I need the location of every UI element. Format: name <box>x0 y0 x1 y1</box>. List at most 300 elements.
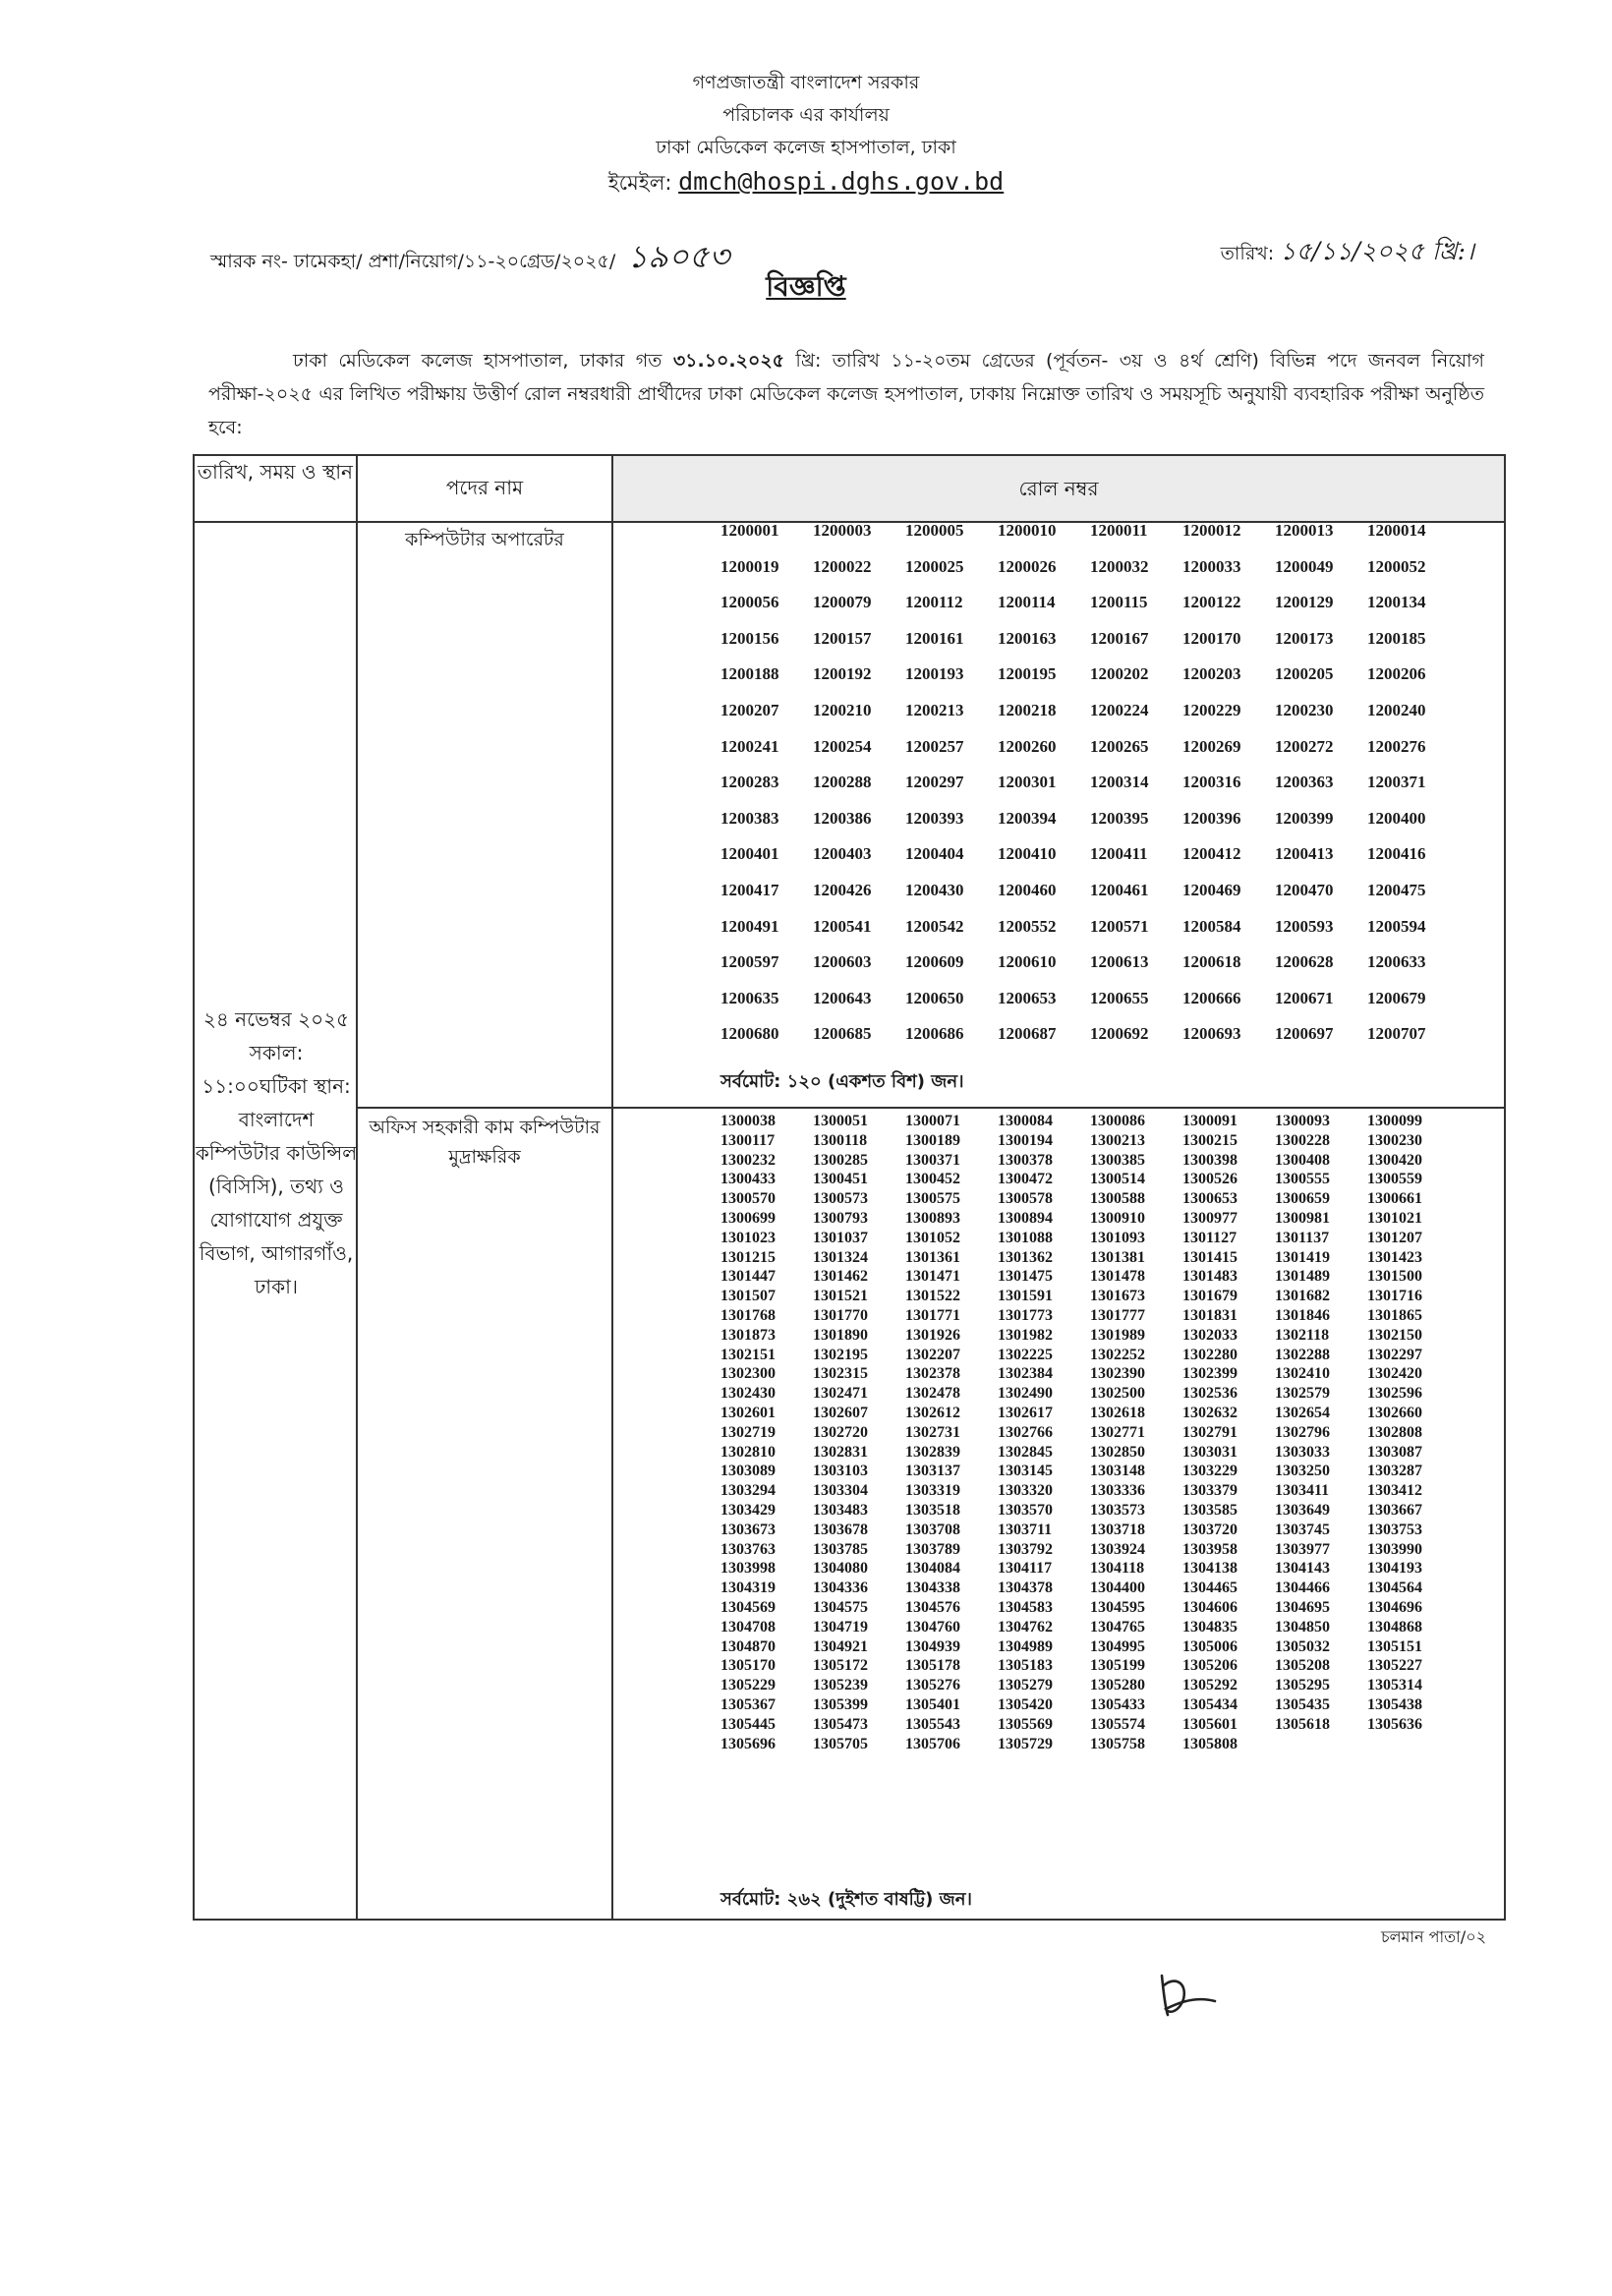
roll-number: 1200597 <box>720 952 779 972</box>
roll-number: 1302601 <box>720 1404 776 1421</box>
roll-number: 1301890 <box>813 1326 868 1344</box>
roll-number: 1300215 <box>1182 1131 1238 1149</box>
roll-number: 1302151 <box>720 1346 776 1363</box>
roll-number: 1305696 <box>720 1735 776 1752</box>
roll-number: 1200012 <box>1182 521 1241 540</box>
roll-number: 1200396 <box>1182 808 1241 828</box>
roll-number: 1303990 <box>1367 1540 1422 1558</box>
roll-number: 1302195 <box>813 1346 868 1363</box>
header-post-name: পদের নাম <box>445 476 524 499</box>
roll-number: 1303785 <box>813 1540 868 1558</box>
office-assistant-roll-list <box>720 1113 1460 1754</box>
roll-number: 1303320 <box>998 1482 1053 1500</box>
roll-number: 1200156 <box>720 628 779 648</box>
roll-number: 1300071 <box>905 1113 960 1129</box>
roll-number: 1200056 <box>720 593 779 612</box>
roll-number: 1200412 <box>1182 844 1241 864</box>
roll-number: 1303763 <box>720 1540 776 1558</box>
roll-number: 1200129 <box>1275 593 1334 612</box>
roll-number: 1200386 <box>813 808 872 828</box>
post-office-assistant: অফিস সহকারী কাম কম্পিউটার মুদ্রাক্ষরিক <box>369 1117 601 1168</box>
roll-number: 1301137 <box>1275 1229 1330 1246</box>
roll-number: 1305170 <box>720 1657 776 1675</box>
roll-number: 1301507 <box>720 1288 776 1305</box>
email-label: ইমেইল: <box>607 171 672 195</box>
roll-number: 1300570 <box>720 1190 776 1208</box>
roll-number: 1301037 <box>813 1229 868 1246</box>
roll-number: 1200491 <box>720 916 779 936</box>
roll-number: 1301773 <box>998 1306 1053 1324</box>
roll-number: 1300084 <box>998 1113 1053 1129</box>
roll-number: 1300420 <box>1367 1151 1422 1169</box>
roll-number: 1302766 <box>998 1423 1053 1441</box>
roll-number: 1301982 <box>998 1326 1053 1344</box>
memo-handwritten-number: ১৯০৫৩ <box>627 238 730 275</box>
roll-number: 1200404 <box>905 844 964 864</box>
roll-number: 1305006 <box>1182 1637 1238 1655</box>
roll-number: 1302796 <box>1275 1423 1330 1441</box>
roll-number: 1200460 <box>998 880 1057 899</box>
roll-number: 1305292 <box>1182 1677 1238 1694</box>
hospital-name: ঢাকা মেডিকেল কলেজ হাসপাতাল, ঢাকা <box>656 137 956 158</box>
govt-name: গণপ্রজাতন্ত্রী বাংলাদেশ সরকার <box>692 72 920 93</box>
roll-number: 1200170 <box>1182 628 1241 648</box>
roll-number: 1300385 <box>1090 1151 1145 1169</box>
roll-number: 1303031 <box>1182 1443 1238 1461</box>
roll-number: 1301471 <box>905 1268 960 1286</box>
roll-number: 1304138 <box>1182 1560 1238 1578</box>
roll-number: 1302300 <box>720 1365 776 1383</box>
roll-number: 1200680 <box>720 1024 779 1044</box>
roll-number: 1200643 <box>813 988 872 1007</box>
roll-number: 1304336 <box>813 1579 868 1597</box>
roll-number: 1303483 <box>813 1501 868 1519</box>
roll-number: 1304319 <box>720 1579 776 1597</box>
roll-number: 1200202 <box>1090 664 1149 684</box>
date-time-place-cell: ২৪ নভেম্বর ২০২৫ সকাল: ১১:০০ঘটিকা স্থান: বাংলাদেশ কম্পিউটার কাউন্সিল (বিসিসি), তথ্য ও যোগাযোগ প্রযুক্ত বিভাগ, আগারগাঁও, ঢাকা। <box>195 1007 358 1298</box>
roll-number: 1200609 <box>905 952 964 972</box>
roll-number: 1301989 <box>1090 1326 1145 1344</box>
roll-number: 1300977 <box>1182 1209 1238 1227</box>
roll-number: 1301447 <box>720 1268 776 1286</box>
roll-number: 1301021 <box>1367 1209 1422 1227</box>
roll-number: 1305636 <box>1367 1715 1422 1733</box>
roll-number: 1305434 <box>1182 1695 1238 1713</box>
roll-number: 1301682 <box>1275 1288 1330 1305</box>
roll-number: 1304870 <box>720 1637 776 1655</box>
roll-number: 1303711 <box>998 1521 1053 1538</box>
roll-number: 1200475 <box>1367 880 1426 899</box>
roll-number: 1301865 <box>1367 1306 1422 1324</box>
roll-number: 1300285 <box>813 1151 868 1169</box>
roll-number: 1200206 <box>1367 664 1426 684</box>
roll-number: 1301770 <box>813 1306 868 1324</box>
roll-number: 1200026 <box>998 556 1057 576</box>
roll-number: 1200195 <box>998 664 1057 684</box>
roll-number: 1200411 <box>1090 844 1148 864</box>
roll-number: 1305295 <box>1275 1677 1330 1694</box>
roll-number: 1300573 <box>813 1190 868 1208</box>
roll-number: 1302719 <box>720 1423 776 1441</box>
roll-number: 1305227 <box>1367 1657 1422 1675</box>
roll-number: 1302810 <box>720 1443 776 1461</box>
roll-number: 1300378 <box>998 1151 1053 1169</box>
roll-number: 1200403 <box>813 844 872 864</box>
roll-number: 1304583 <box>998 1598 1053 1616</box>
roll-number: 1300091 <box>1182 1113 1238 1129</box>
intro-part2: খ্রি: তারিখ ১১-২০তম গ্রেডের (পূর্বতন- ৩য় ও ৪র্থ শ্রেণি) বিভিন্ন পদে জনবল নিয়োগ পরীক্ষা-২০২৫ এর লিখিত পরীক্ষায় উত্তীর্ণ রোল নম্বরধারী প্রার্থীদের ঢাকা মেডিকেল কলেজ হসপাতাল, ঢাকায় নিম্নোক্ত তারিখ ও সময়সূচি অনুযায়ী ব্যবহারিক পরীক্ষা অনুষ্ঠিত হবে: <box>208 350 1485 438</box>
roll-number: 1200013 <box>1275 521 1334 540</box>
roll-number: 1305808 <box>1182 1735 1238 1752</box>
roll-number: 1200610 <box>998 952 1057 972</box>
roll-number: 1305032 <box>1275 1637 1330 1655</box>
roll-number: 1200218 <box>998 700 1057 719</box>
roll-number: 1301873 <box>720 1326 776 1344</box>
roll-number: 1300371 <box>905 1151 960 1169</box>
roll-number: 1200593 <box>1275 916 1334 936</box>
roll-number: 1200685 <box>813 1024 872 1044</box>
roll-number: 1200371 <box>1367 773 1426 792</box>
roll-number: 1305172 <box>813 1657 868 1675</box>
roll-number: 1303518 <box>905 1501 960 1519</box>
roll-number: 1301052 <box>905 1229 960 1246</box>
roll-number: 1200265 <box>1090 736 1149 756</box>
roll-number: 1302618 <box>1090 1404 1145 1421</box>
roll-number: 1300093 <box>1275 1113 1330 1129</box>
roll-number: 1302288 <box>1275 1346 1330 1363</box>
roll-number: 1304850 <box>1275 1618 1330 1636</box>
roll-number: 1301831 <box>1182 1306 1238 1324</box>
roll-number: 1200395 <box>1090 808 1149 828</box>
roll-number: 1200393 <box>905 808 964 828</box>
intro-paragraph <box>208 344 1484 444</box>
roll-number: 1300472 <box>998 1171 1053 1188</box>
roll-number: 1200283 <box>720 773 779 792</box>
roll-number: 1200633 <box>1367 952 1426 972</box>
roll-number: 1200207 <box>720 700 779 719</box>
roll-number: 1304575 <box>813 1598 868 1616</box>
roll-number: 1300099 <box>1367 1113 1422 1129</box>
roll-number: 1200316 <box>1182 773 1241 792</box>
roll-number: 1302612 <box>905 1404 960 1421</box>
roll-number: 1300981 <box>1275 1209 1330 1227</box>
roll-number: 1300230 <box>1367 1131 1422 1149</box>
roll-number: 1303718 <box>1090 1521 1145 1538</box>
roll-number: 1200257 <box>905 736 964 756</box>
email-link[interactable]: dmch@hospi.dghs.gov.bd <box>678 167 1005 196</box>
roll-number: 1200079 <box>813 593 872 612</box>
roll-number: 1304193 <box>1367 1560 1422 1578</box>
roll-number: 1302420 <box>1367 1365 1422 1383</box>
roll-number: 1303570 <box>998 1501 1053 1519</box>
roll-number: 1200603 <box>813 952 872 972</box>
roll-number: 1302033 <box>1182 1326 1238 1344</box>
roll-number: 1305280 <box>1090 1677 1145 1694</box>
computer-operator-roll-list <box>720 521 1460 1061</box>
roll-number: 1302791 <box>1182 1423 1238 1441</box>
roll-number: 1302378 <box>905 1365 960 1383</box>
roll-number: 1200552 <box>998 916 1057 936</box>
roll-number: 1200363 <box>1275 773 1334 792</box>
roll-number: 1301768 <box>720 1306 776 1324</box>
roll-number: 1200203 <box>1182 664 1241 684</box>
roll-number: 1303708 <box>905 1521 960 1538</box>
roll-number: 1301093 <box>1090 1229 1145 1246</box>
roll-number: 1200276 <box>1367 736 1426 756</box>
roll-number: 1200157 <box>813 628 872 648</box>
roll-number: 1200205 <box>1275 664 1334 684</box>
roll-number: 1302654 <box>1275 1404 1330 1421</box>
roll-number: 1200686 <box>905 1024 964 1044</box>
header-date-time-place: তারিখ, সময় ও স্থান <box>198 460 353 484</box>
roll-number: 1303429 <box>720 1501 776 1519</box>
roll-number: 1200413 <box>1275 844 1334 864</box>
roll-number: 1200052 <box>1367 556 1426 576</box>
email-line <box>0 164 1612 201</box>
roll-number: 1302490 <box>998 1385 1053 1403</box>
roll-number: 1200416 <box>1367 844 1426 864</box>
roll-number: 1200655 <box>1090 988 1149 1007</box>
roll-number: 1301475 <box>998 1268 1053 1286</box>
roll-number: 1303379 <box>1182 1482 1238 1500</box>
roll-number: 1304400 <box>1090 1579 1145 1597</box>
roll-number: 1300653 <box>1182 1190 1238 1208</box>
roll-number: 1301716 <box>1367 1288 1422 1305</box>
roll-number: 1300910 <box>1090 1209 1145 1227</box>
roll-number: 1304576 <box>905 1598 960 1616</box>
roll-number: 1304708 <box>720 1618 776 1636</box>
roll-number: 1300038 <box>720 1113 776 1129</box>
roll-number: 1300514 <box>1090 1171 1145 1188</box>
roll-number: 1303304 <box>813 1482 868 1500</box>
roll-number: 1200269 <box>1182 736 1241 756</box>
schedule-table <box>193 454 1506 1921</box>
roll-number: 1303336 <box>1090 1482 1145 1500</box>
roll-number: 1200010 <box>998 521 1057 540</box>
roll-number: 1200650 <box>905 988 964 1007</box>
roll-number: 1304695 <box>1275 1598 1330 1616</box>
roll-number: 1300232 <box>720 1151 776 1169</box>
roll-number: 1304569 <box>720 1598 776 1616</box>
roll-number: 1200163 <box>998 628 1057 648</box>
roll-number: 1302607 <box>813 1404 868 1421</box>
roll-number: 1300661 <box>1367 1190 1422 1208</box>
roll-number: 1200193 <box>905 664 964 684</box>
roll-number: 1200314 <box>1090 773 1149 792</box>
roll-number: 1301423 <box>1367 1248 1422 1266</box>
roll-number: 1300526 <box>1182 1171 1238 1188</box>
roll-number: 1302831 <box>813 1443 868 1461</box>
roll-number: 1301521 <box>813 1288 868 1305</box>
roll-number: 1304835 <box>1182 1618 1238 1636</box>
roll-number: 1300433 <box>720 1171 776 1188</box>
roll-number: 1305276 <box>905 1677 960 1694</box>
roll-number: 1304595 <box>1090 1598 1145 1616</box>
roll-number: 1300398 <box>1182 1151 1238 1169</box>
roll-number: 1303148 <box>1090 1463 1145 1480</box>
roll-number: 1305445 <box>720 1715 776 1733</box>
roll-number: 1200693 <box>1182 1024 1241 1044</box>
roll-number: 1301023 <box>720 1229 776 1246</box>
roll-number: 1303977 <box>1275 1540 1330 1558</box>
intro-part1: ঢাকা মেডিকেল কলেজ হাসপাতাল, ঢাকার গত <box>293 350 662 372</box>
roll-number: 1304080 <box>813 1560 868 1578</box>
roll-number: 1200697 <box>1275 1024 1334 1044</box>
roll-number: 1304564 <box>1367 1579 1422 1597</box>
roll-number: 1302500 <box>1090 1385 1145 1403</box>
roll-number: 1200394 <box>998 808 1057 828</box>
roll-number: 1302207 <box>905 1346 960 1363</box>
roll-number: 1305199 <box>1090 1657 1145 1675</box>
roll-number: 1200426 <box>813 880 872 899</box>
roll-number: 1301489 <box>1275 1268 1330 1286</box>
roll-number: 1300559 <box>1367 1171 1422 1188</box>
roll-number: 1200692 <box>1090 1024 1149 1044</box>
roll-number: 1200707 <box>1367 1024 1426 1044</box>
roll-number: 1303585 <box>1182 1501 1238 1519</box>
roll-number: 1200011 <box>1090 521 1148 540</box>
roll-number: 1304868 <box>1367 1618 1422 1636</box>
roll-number: 1200401 <box>720 844 779 864</box>
roll-number: 1305239 <box>813 1677 868 1694</box>
roll-number: 1303924 <box>1090 1540 1145 1558</box>
computer-operator-total: সর্বমোট: ১২০ (একশত বিশ) জন। <box>720 1071 964 1092</box>
roll-number: 1200224 <box>1090 700 1149 719</box>
roll-number: 1303998 <box>720 1560 776 1578</box>
roll-number: 1302252 <box>1090 1346 1145 1363</box>
roll-number: 1300189 <box>905 1131 960 1149</box>
roll-number: 1303753 <box>1367 1521 1422 1538</box>
roll-number: 1302118 <box>1275 1326 1330 1344</box>
roll-number: 1200260 <box>998 736 1057 756</box>
roll-number: 1304989 <box>998 1637 1053 1655</box>
roll-number: 1301361 <box>905 1248 960 1266</box>
roll-number: 1304765 <box>1090 1618 1145 1636</box>
roll-number: 1305618 <box>1275 1715 1330 1733</box>
roll-number: 1200410 <box>998 844 1057 864</box>
office-name: পরিচালক এর কার্যালয় <box>722 104 890 126</box>
roll-number: 1305208 <box>1275 1657 1330 1675</box>
roll-number: 1200173 <box>1275 628 1334 648</box>
roll-number: 1304921 <box>813 1637 868 1655</box>
roll-number: 1200033 <box>1182 556 1241 576</box>
roll-number: 1200671 <box>1275 988 1334 1007</box>
roll-number: 1300194 <box>998 1131 1053 1149</box>
roll-number: 1200019 <box>720 556 779 576</box>
roll-number: 1302660 <box>1367 1404 1422 1421</box>
exam-date: ৩১.১০.২০২৫ <box>672 350 785 372</box>
letterhead <box>0 67 1612 201</box>
roll-number: 1304465 <box>1182 1579 1238 1597</box>
roll-number: 1302536 <box>1182 1385 1238 1403</box>
roll-number: 1200114 <box>998 593 1056 612</box>
roll-number: 1300452 <box>905 1171 960 1188</box>
roll-number: 1300575 <box>905 1190 960 1208</box>
roll-number: 1302150 <box>1367 1326 1422 1344</box>
roll-number: 1200618 <box>1182 952 1241 972</box>
roll-number: 1200025 <box>905 556 964 576</box>
roll-number: 1200584 <box>1182 916 1241 936</box>
roll-number: 1200001 <box>720 521 779 540</box>
roll-number: 1200613 <box>1090 952 1149 972</box>
roll-number: 1200167 <box>1090 628 1149 648</box>
roll-number: 1305314 <box>1367 1677 1422 1694</box>
roll-number: 1304719 <box>813 1618 868 1636</box>
continued-page-note: চলমান পাতা/০২ <box>1380 1927 1486 1946</box>
office-assistant-total: সর্বমোট: ২৬২ (দুইশত বাষট্টি) জন। <box>720 1889 972 1910</box>
roll-number: 1301846 <box>1275 1306 1330 1324</box>
roll-number: 1304338 <box>905 1579 960 1597</box>
roll-number: 1303250 <box>1275 1463 1330 1480</box>
roll-number: 1200003 <box>813 521 872 540</box>
roll-number: 1200417 <box>720 880 779 899</box>
roll-number: 1300894 <box>998 1209 1053 1227</box>
roll-number: 1301926 <box>905 1326 960 1344</box>
roll-number: 1301771 <box>905 1306 960 1324</box>
roll-number: 1305178 <box>905 1657 960 1675</box>
roll-number: 1300117 <box>720 1131 776 1149</box>
roll-number: 1302297 <box>1367 1346 1422 1363</box>
roll-number: 1200635 <box>720 988 779 1007</box>
roll-number: 1302579 <box>1275 1385 1330 1403</box>
roll-number: 1305543 <box>905 1715 960 1733</box>
roll-number: 1302771 <box>1090 1423 1145 1441</box>
roll-number: 1304143 <box>1275 1560 1330 1578</box>
roll-number: 1302410 <box>1275 1365 1330 1383</box>
roll-number: 1200122 <box>1182 593 1241 612</box>
roll-number: 1200594 <box>1367 916 1426 936</box>
roll-number: 1200272 <box>1275 736 1334 756</box>
roll-number: 1200400 <box>1367 808 1426 828</box>
roll-number: 1200115 <box>1090 593 1148 612</box>
roll-number: 1304084 <box>905 1560 960 1578</box>
roll-number: 1301207 <box>1367 1229 1422 1246</box>
roll-number: 1305401 <box>905 1695 960 1713</box>
roll-number: 1301415 <box>1182 1248 1238 1266</box>
roll-number: 1303294 <box>720 1482 776 1500</box>
roll-number: 1302632 <box>1182 1404 1238 1421</box>
roll-number: 1200240 <box>1367 700 1426 719</box>
roll-number: 1302478 <box>905 1385 960 1403</box>
roll-number: 1304466 <box>1275 1579 1330 1597</box>
roll-number: 1301127 <box>1182 1229 1238 1246</box>
roll-number: 1305729 <box>998 1735 1053 1752</box>
roll-number: 1305435 <box>1275 1695 1330 1713</box>
roll-number: 1300118 <box>813 1131 868 1149</box>
roll-number: 1305438 <box>1367 1695 1422 1713</box>
roll-number: 1303103 <box>813 1463 868 1480</box>
roll-number: 1200470 <box>1275 880 1334 899</box>
roll-number: 1200014 <box>1367 521 1426 540</box>
roll-number: 1304117 <box>998 1560 1053 1578</box>
roll-number: 1301483 <box>1182 1268 1238 1286</box>
roll-number: 1200430 <box>905 880 964 899</box>
roll-number: 1305151 <box>1367 1637 1422 1655</box>
roll-number: 1302225 <box>998 1346 1053 1363</box>
roll-number: 1301088 <box>998 1229 1053 1246</box>
roll-number: 1300051 <box>813 1113 868 1129</box>
roll-number: 1200210 <box>813 700 872 719</box>
roll-number: 1200241 <box>720 736 779 756</box>
roll-number: 1302720 <box>813 1423 868 1441</box>
roll-number: 1305574 <box>1090 1715 1145 1733</box>
roll-number: 1303087 <box>1367 1443 1422 1461</box>
roll-number: 1200229 <box>1182 700 1241 719</box>
roll-number: 1200188 <box>720 664 779 684</box>
roll-number: 1302280 <box>1182 1346 1238 1363</box>
roll-number: 1305569 <box>998 1715 1053 1733</box>
roll-number: 1200254 <box>813 736 872 756</box>
